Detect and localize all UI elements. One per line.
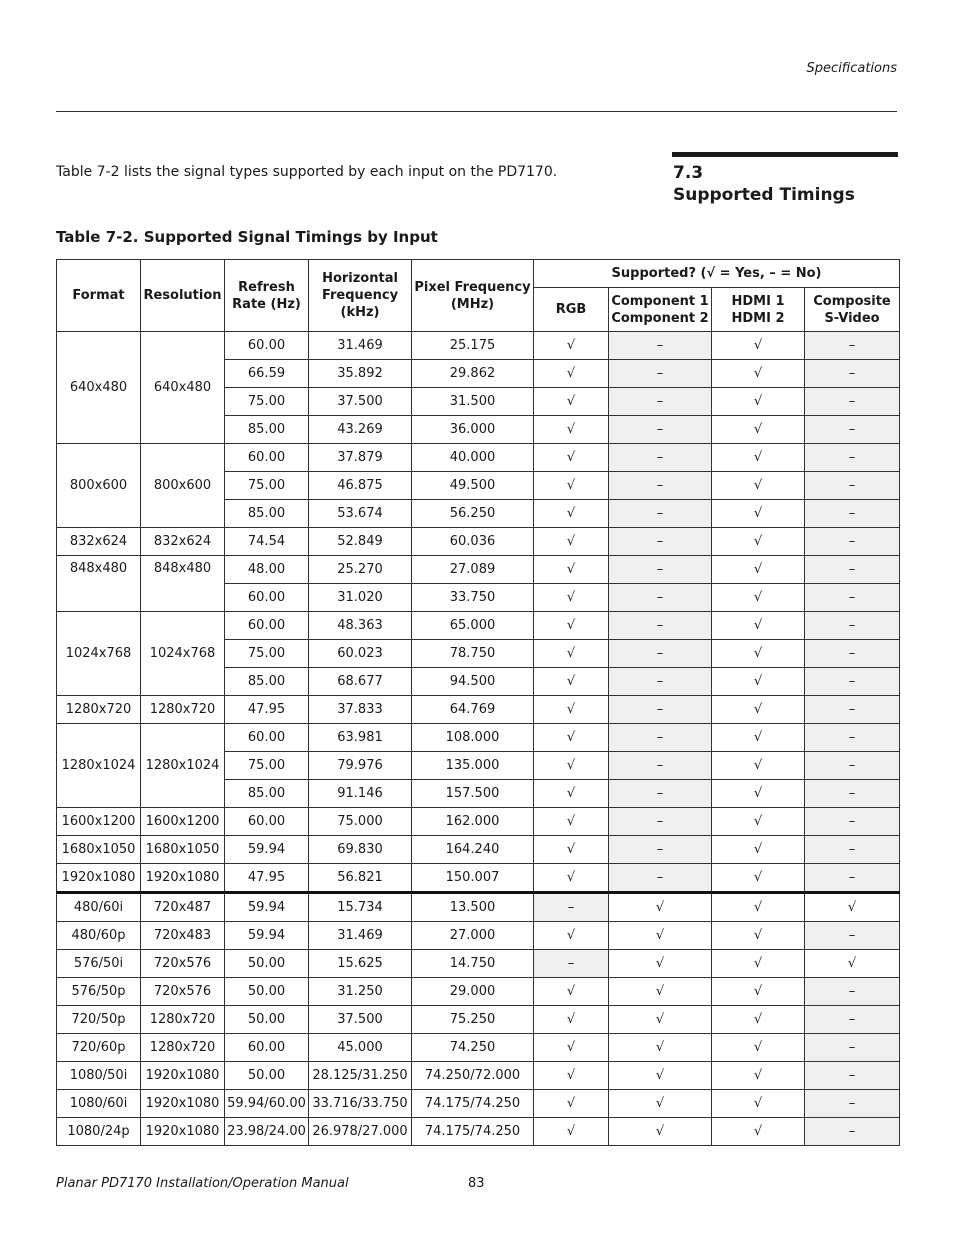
format-cell: 832x624 [57,528,141,556]
rgb-support-cell: – [534,893,609,922]
format-cell: 480/60i [57,893,141,922]
horizontal-frequency-cell: 46.875 [309,472,412,500]
horizontal-frequency-cell: 60.023 [309,640,412,668]
header-hdmi-line1: HDMI 1 [731,293,785,309]
rgb-support-cell: √ [534,1090,609,1118]
pixel-frequency-cell: 150.007 [412,864,534,893]
composite-support-cell: – [805,668,900,696]
pixel-frequency-cell: 74.250 [412,1034,534,1062]
composite-support-cell: √ [805,893,900,922]
refresh-rate-cell: 66.59 [225,360,309,388]
table-caption: Table 7-2. Supported Signal Timings by Input [56,228,438,246]
composite-support-cell: – [805,472,900,500]
hdmi-support-cell: √ [712,1034,805,1062]
refresh-rate-cell: 85.00 [225,500,309,528]
resolution-cell: 800x600 [141,444,225,528]
composite-support-cell: – [805,780,900,808]
header-rgb: RGB [534,288,609,332]
horizontal-frequency-cell: 35.892 [309,360,412,388]
pixel-frequency-cell: 78.750 [412,640,534,668]
pixel-frequency-cell: 29.862 [412,360,534,388]
refresh-rate-cell: 85.00 [225,416,309,444]
table-row [57,1090,900,1118]
rgb-support-cell: √ [534,584,609,612]
composite-support-cell: – [805,1062,900,1090]
resolution-cell: 1680x1050 [141,836,225,864]
hdmi-support-cell: √ [712,922,805,950]
pixel-frequency-cell: 27.000 [412,922,534,950]
composite-support-cell: – [805,808,900,836]
composite-support-cell: – [805,612,900,640]
pixel-frequency-cell: 162.000 [412,808,534,836]
format-cell: 1680x1050 [57,836,141,864]
refresh-rate-cell: 59.94/60.00 [225,1090,309,1118]
header-pixel-line2: (MHz) [450,296,495,312]
hdmi-support-cell: √ [712,978,805,1006]
component-support-cell: √ [609,1090,712,1118]
composite-support-cell: – [805,724,900,752]
rgb-support-cell: √ [534,360,609,388]
resolution-cell: 1280x1024 [141,724,225,808]
format-cell: 1600x1200 [57,808,141,836]
section-title: Supported Timings [673,185,855,205]
horizontal-frequency-cell: 56.821 [309,864,412,893]
table-row [57,864,900,893]
rgb-support-cell: √ [534,500,609,528]
resolution-cell: 1024x768 [141,612,225,696]
rgb-support-cell: √ [534,864,609,893]
component-support-cell: √ [609,950,712,978]
component-support-cell: √ [609,1034,712,1062]
component-support-cell: – [609,332,712,360]
refresh-rate-cell: 50.00 [225,1062,309,1090]
composite-support-cell: – [805,1090,900,1118]
refresh-rate-cell: 60.00 [225,584,309,612]
horizontal-frequency-cell: 31.469 [309,922,412,950]
rgb-support-cell: √ [534,1006,609,1034]
horizontal-frequency-cell: 68.677 [309,668,412,696]
header-pixel-line1: Pixel Frequency [414,279,531,295]
composite-support-cell: – [805,500,900,528]
component-support-cell: – [609,500,712,528]
horizontal-frequency-cell: 45.000 [309,1034,412,1062]
hdmi-support-cell: √ [712,556,805,584]
composite-support-cell: – [805,360,900,388]
rgb-support-cell: √ [534,978,609,1006]
horizontal-frequency-cell: 63.981 [309,724,412,752]
resolution-cell: 1920x1080 [141,1090,225,1118]
rgb-support-cell: √ [534,724,609,752]
table-row [57,612,900,640]
component-support-cell: – [609,724,712,752]
format-cell: 848x480 [57,556,141,612]
table-row [57,724,900,752]
hdmi-support-cell: √ [712,584,805,612]
format-cell: 1280x1024 [57,724,141,808]
header-refresh-line2: Rate (Hz) [232,296,301,312]
format-cell: 720/50p [57,1006,141,1034]
table-row [57,1118,900,1146]
header-horizontal-line1: Horizontal [322,271,398,286]
rgb-support-cell: √ [534,668,609,696]
hdmi-support-cell: √ [712,416,805,444]
hdmi-support-cell: √ [712,332,805,360]
horizontal-frequency-cell: 37.500 [309,388,412,416]
pixel-frequency-cell: 33.750 [412,584,534,612]
component-support-cell: – [609,584,712,612]
hdmi-support-cell: √ [712,864,805,893]
composite-support-cell: – [805,1006,900,1034]
composite-support-cell: – [805,1118,900,1146]
horizontal-frequency-cell: 25.270 [309,556,412,584]
component-support-cell: – [609,360,712,388]
pixel-frequency-cell: 60.036 [412,528,534,556]
table-row [57,836,900,864]
component-support-cell: – [609,528,712,556]
horizontal-frequency-cell: 37.500 [309,1006,412,1034]
composite-support-cell: – [805,388,900,416]
pixel-frequency-cell: 13.500 [412,893,534,922]
rgb-support-cell: √ [534,752,609,780]
refresh-rate-cell: 47.95 [225,864,309,893]
rgb-support-cell: √ [534,472,609,500]
header-component [609,288,712,332]
resolution-cell: 1280x720 [141,1006,225,1034]
footer-page-number: 83 [468,1176,485,1191]
refresh-rate-cell: 75.00 [225,640,309,668]
pixel-frequency-cell: 29.000 [412,978,534,1006]
component-support-cell: √ [609,978,712,1006]
rgb-support-cell: √ [534,1118,609,1146]
resolution-cell: 848x480 [141,556,225,612]
component-support-cell: – [609,696,712,724]
horizontal-frequency-cell: 37.879 [309,444,412,472]
header-resolution: Resolution [141,260,225,332]
component-support-cell: – [609,864,712,893]
table-row [57,950,900,978]
resolution-cell: 1920x1080 [141,864,225,893]
format-cell: 1080/60i [57,1090,141,1118]
format-cell: 1024x768 [57,612,141,696]
composite-support-cell: – [805,416,900,444]
rgb-support-cell: √ [534,612,609,640]
header-horizontal-line3: (kHz) [340,305,380,320]
component-support-cell: – [609,752,712,780]
header-hdmi [712,288,805,332]
component-support-cell: √ [609,1118,712,1146]
pixel-frequency-cell: 31.500 [412,388,534,416]
component-support-cell: – [609,472,712,500]
composite-support-cell: – [805,922,900,950]
refresh-rate-cell: 60.00 [225,612,309,640]
hdmi-support-cell: √ [712,808,805,836]
horizontal-frequency-cell: 31.250 [309,978,412,1006]
format-cell: 576/50i [57,950,141,978]
refresh-rate-cell: 75.00 [225,752,309,780]
refresh-rate-cell: 59.94 [225,836,309,864]
pixel-frequency-cell: 14.750 [412,950,534,978]
format-cell: 640x480 [57,332,141,444]
rgb-support-cell: – [534,950,609,978]
pixel-frequency-cell: 75.250 [412,1006,534,1034]
refresh-rate-cell: 75.00 [225,388,309,416]
section-number: 7.3 [673,163,704,183]
horizontal-frequency-cell: 37.833 [309,696,412,724]
table-row [57,556,900,584]
hdmi-support-cell: √ [712,528,805,556]
header-hdmi-line2: HDMI 2 [731,310,785,326]
pixel-frequency-cell: 74.250/72.000 [412,1062,534,1090]
component-support-cell: √ [609,1062,712,1090]
rgb-support-cell: √ [534,556,609,584]
rgb-support-cell: √ [534,416,609,444]
header-horizontal-line2: Frequency [321,288,399,303]
component-support-cell: √ [609,1006,712,1034]
format-cell: 1080/24p [57,1118,141,1146]
composite-support-cell: – [805,864,900,893]
header-composite-line1: Composite [813,293,891,309]
hdmi-support-cell: √ [712,500,805,528]
rgb-support-cell: √ [534,1062,609,1090]
format-cell: 800x600 [57,444,141,528]
component-support-cell: – [609,836,712,864]
resolution-cell: 720x576 [141,950,225,978]
component-support-cell: – [609,416,712,444]
running-header: Specifications [806,61,897,76]
refresh-rate-cell: 60.00 [225,724,309,752]
header-composite [805,288,900,332]
table-row [57,444,900,472]
hdmi-support-cell: √ [712,950,805,978]
composite-support-cell: – [805,528,900,556]
format-cell: 480/60p [57,922,141,950]
composite-support-cell: – [805,332,900,360]
composite-support-cell: – [805,556,900,584]
hdmi-support-cell: √ [712,640,805,668]
resolution-cell: 832x624 [141,528,225,556]
refresh-rate-cell: 23.98/24.00 [225,1118,309,1146]
hdmi-support-cell: √ [712,444,805,472]
table-row [57,978,900,1006]
horizontal-frequency-cell: 53.674 [309,500,412,528]
hdmi-support-cell: √ [712,472,805,500]
component-support-cell: – [609,556,712,584]
table-row [57,696,900,724]
component-support-cell: – [609,444,712,472]
refresh-rate-cell: 50.00 [225,978,309,1006]
composite-support-cell: – [805,696,900,724]
table-row [57,332,900,360]
rgb-support-cell: √ [534,528,609,556]
horizontal-frequency-cell: 69.830 [309,836,412,864]
refresh-rate-cell: 60.00 [225,1034,309,1062]
hdmi-support-cell: √ [712,1118,805,1146]
horizontal-frequency-cell: 43.269 [309,416,412,444]
hdmi-support-cell: √ [712,388,805,416]
horizontal-frequency-cell: 52.849 [309,528,412,556]
hdmi-support-cell: √ [712,696,805,724]
pixel-frequency-cell: 65.000 [412,612,534,640]
table-row [57,1034,900,1062]
hdmi-support-cell: √ [712,360,805,388]
horizontal-frequency-cell: 15.625 [309,950,412,978]
pixel-frequency-cell: 40.000 [412,444,534,472]
refresh-rate-cell: 59.94 [225,922,309,950]
refresh-rate-cell: 60.00 [225,332,309,360]
horizontal-frequency-cell: 33.716/33.750 [309,1090,412,1118]
horizontal-frequency-cell: 31.020 [309,584,412,612]
refresh-rate-cell: 50.00 [225,950,309,978]
resolution-cell: 720x483 [141,922,225,950]
resolution-cell: 1600x1200 [141,808,225,836]
footer-manual-title: Planar PD7170 Installation/Operation Manual [56,1176,349,1191]
component-support-cell: – [609,388,712,416]
header-refresh-rate [225,260,309,332]
resolution-cell: 1280x720 [141,696,225,724]
pixel-frequency-cell: 164.240 [412,836,534,864]
pixel-frequency-cell: 64.769 [412,696,534,724]
hdmi-support-cell: √ [712,668,805,696]
rgb-support-cell: √ [534,1034,609,1062]
refresh-rate-cell: 75.00 [225,472,309,500]
resolution-cell: 1280x720 [141,1034,225,1062]
hdmi-support-cell: √ [712,1090,805,1118]
resolution-cell: 720x487 [141,893,225,922]
hdmi-support-cell: √ [712,893,805,922]
horizontal-frequency-cell: 31.469 [309,332,412,360]
horizontal-frequency-cell: 48.363 [309,612,412,640]
refresh-rate-cell: 59.94 [225,893,309,922]
refresh-rate-cell: 74.54 [225,528,309,556]
refresh-rate-cell: 48.00 [225,556,309,584]
format-cell: 576/50p [57,978,141,1006]
pixel-frequency-cell: 49.500 [412,472,534,500]
timings-table-body [57,332,900,1146]
hdmi-support-cell: √ [712,724,805,752]
header-component-line1: Component 1 [611,293,709,309]
hdmi-support-cell: √ [712,836,805,864]
composite-support-cell: – [805,752,900,780]
intro-paragraph: Table 7-2 lists the signal types supported by each input on the PD7170. [56,164,558,180]
refresh-rate-cell: 60.00 [225,444,309,472]
component-support-cell: – [609,612,712,640]
horizontal-frequency-cell: 15.734 [309,893,412,922]
rgb-support-cell: √ [534,922,609,950]
component-support-cell: – [609,780,712,808]
header-divider [56,111,897,112]
refresh-rate-cell: 47.95 [225,696,309,724]
table-row [57,1062,900,1090]
pixel-frequency-cell: 74.175/74.250 [412,1118,534,1146]
hdmi-support-cell: √ [712,612,805,640]
format-cell: 1920x1080 [57,864,141,893]
rgb-support-cell: √ [534,444,609,472]
composite-support-cell: – [805,640,900,668]
composite-support-cell: – [805,978,900,1006]
format-cell: 1080/50i [57,1062,141,1090]
signal-timings-table [56,259,900,1146]
component-support-cell: – [609,640,712,668]
component-support-cell: – [609,668,712,696]
table-row [57,808,900,836]
header-pixel-frequency [412,260,534,332]
resolution-cell: 720x576 [141,978,225,1006]
header-component-line2: Component 2 [611,310,709,326]
rgb-support-cell: √ [534,388,609,416]
format-cell: 1280x720 [57,696,141,724]
rgb-support-cell: √ [534,696,609,724]
horizontal-frequency-cell: 79.976 [309,752,412,780]
pixel-frequency-cell: 74.175/74.250 [412,1090,534,1118]
component-support-cell: √ [609,893,712,922]
pixel-frequency-cell: 135.000 [412,752,534,780]
format-cell: 720/60p [57,1034,141,1062]
table-row [57,528,900,556]
refresh-rate-cell: 85.00 [225,668,309,696]
header-composite-line2: S-Video [824,310,880,326]
composite-support-cell: – [805,444,900,472]
horizontal-frequency-cell: 75.000 [309,808,412,836]
horizontal-frequency-cell: 91.146 [309,780,412,808]
pixel-frequency-cell: 27.089 [412,556,534,584]
pixel-frequency-cell: 36.000 [412,416,534,444]
component-support-cell: – [609,808,712,836]
section-heading-bar [672,152,898,157]
hdmi-support-cell: √ [712,1062,805,1090]
pixel-frequency-cell: 56.250 [412,500,534,528]
rgb-support-cell: √ [534,332,609,360]
pixel-frequency-cell: 157.500 [412,780,534,808]
hdmi-support-cell: √ [712,1006,805,1034]
refresh-rate-cell: 50.00 [225,1006,309,1034]
pixel-frequency-cell: 94.500 [412,668,534,696]
horizontal-frequency-cell: 28.125/31.250 [309,1062,412,1090]
header-supported: Supported? (√ = Yes, – = No) [534,260,900,288]
composite-support-cell: – [805,584,900,612]
composite-support-cell: – [805,836,900,864]
resolution-cell: 1920x1080 [141,1118,225,1146]
rgb-support-cell: √ [534,640,609,668]
resolution-cell: 640x480 [141,332,225,444]
composite-support-cell: – [805,1034,900,1062]
rgb-support-cell: √ [534,780,609,808]
component-support-cell: √ [609,922,712,950]
header-horizontal-frequency [309,260,412,332]
header-refresh-line1: Refresh [238,279,295,295]
table-row [57,893,900,922]
rgb-support-cell: √ [534,836,609,864]
refresh-rate-cell: 60.00 [225,808,309,836]
table-row [57,922,900,950]
rgb-support-cell: √ [534,808,609,836]
table-row [57,1006,900,1034]
pixel-frequency-cell: 108.000 [412,724,534,752]
resolution-cell: 1920x1080 [141,1062,225,1090]
hdmi-support-cell: √ [712,780,805,808]
header-format: Format [57,260,141,332]
horizontal-frequency-cell: 26.978/27.000 [309,1118,412,1146]
refresh-rate-cell: 85.00 [225,780,309,808]
pixel-frequency-cell: 25.175 [412,332,534,360]
hdmi-support-cell: √ [712,752,805,780]
composite-support-cell: √ [805,950,900,978]
